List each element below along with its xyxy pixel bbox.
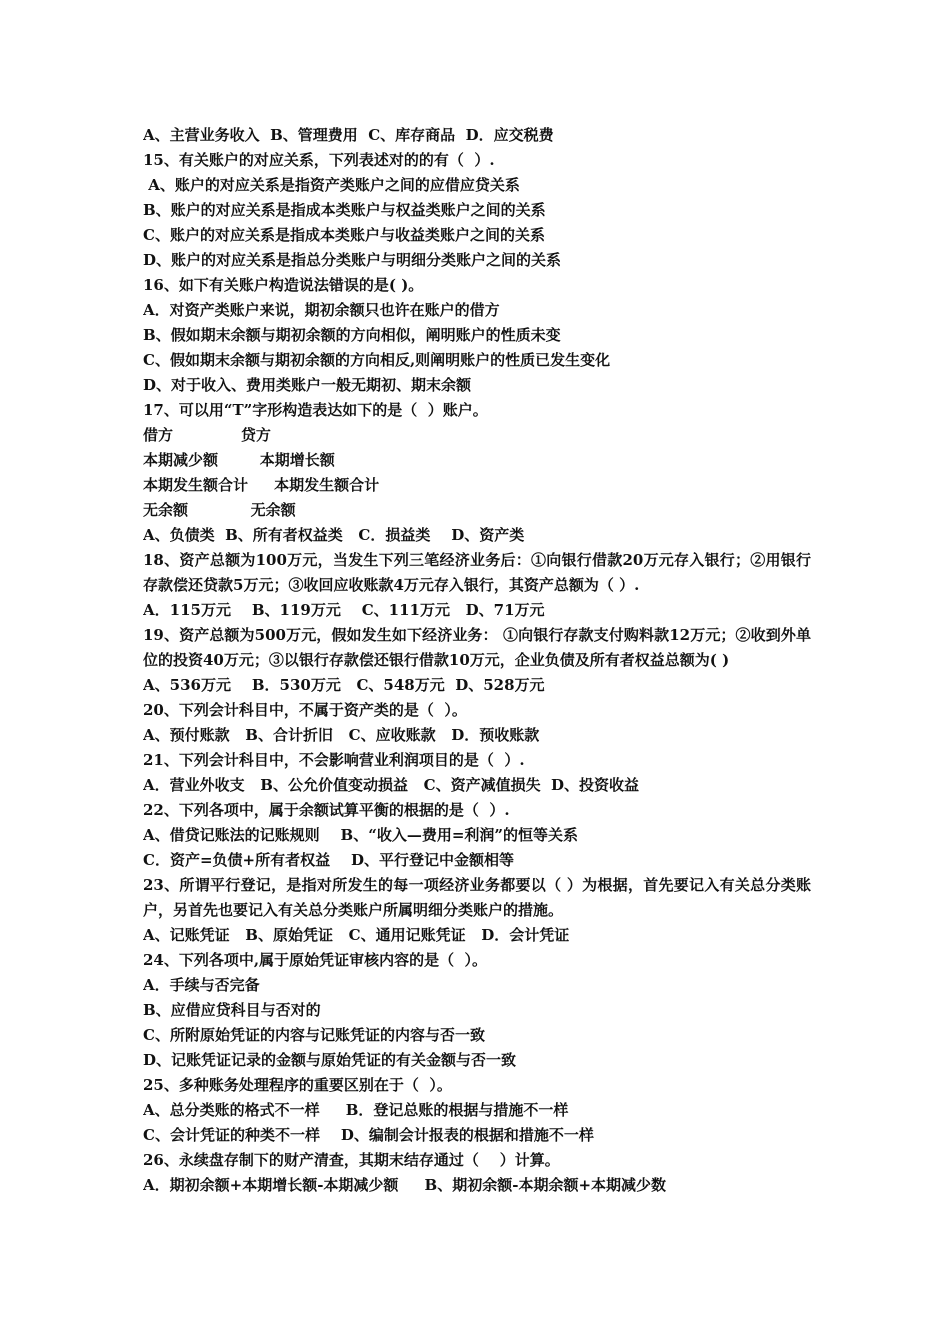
- question-18: 18、资产总额为100万元，当发生下列三笔经济业务后：①向银行借款20万元存入银行；②用银行存款偿还贷款5万元；③收回应收账款4万元存入银行，其资产总额为（ ）.: [143, 551, 811, 594]
- question-23: 23、所谓平行登记，是指对所发生的每一项经济业务都要以（ ）为根据，首先要记入有关总分类账户，另首先也要记入有关总分类账户所属明细分类账户的措施。: [143, 876, 811, 919]
- text-line: A、账户的对应关系是指资产类账户之间的应借应贷关系: [143, 176, 520, 194]
- question-17: 17、可以用“T”字形构造表达如下的是（ ）账户。: [143, 401, 488, 419]
- text-line: A、负债类 B、所有者权益类 C．损益类 D、资产类: [143, 526, 525, 544]
- text-line: A．115万元 B、119万元 C、111万元 D、71万元: [143, 601, 545, 619]
- text-line: B、账户的对应关系是指成本类账户与权益类账户之间的关系: [143, 201, 546, 219]
- text-line: A、536万元 B．530万元 C、548万元 D、528万元: [143, 676, 545, 694]
- text-line: C、所附原始凭证的内容与记账凭证的内容与否一致: [143, 1026, 485, 1044]
- question-16: 16、如下有关账户构造说法错误的是( )。: [143, 276, 424, 294]
- question-15: 15、有关账户的对应关系，下列表述对的的有（ ）.: [143, 151, 495, 169]
- text-line: A．营业外收支 B、公允价值变动损益 C、资产减值损失 D、投资收益: [143, 776, 640, 794]
- text-line: C．资产=负债+所有者权益 D、平行登记中金额相等: [143, 851, 514, 869]
- text-line: A、预付账款 B、合计折旧 C、应收账款 D．预收账款: [143, 726, 540, 744]
- text-line: 本期减少额 本期增长额: [143, 451, 335, 469]
- text-line: C、账户的对应关系是指成本类账户与收益类账户之间的关系: [143, 226, 545, 244]
- text-line: C、会计凭证的种类不一样 D、编制会计报表的根据和措施不一样: [143, 1126, 594, 1144]
- text-line: C、假如期末余额与期初余额的方向相反,则阐明账户的性质已发生变化: [143, 351, 611, 369]
- text-line: D、对于收入、费用类账户一般无期初、期末余额: [143, 376, 472, 394]
- text-line: B、假如期末余额与期初余额的方向相似，阐明账户的性质未变: [143, 326, 561, 344]
- document-page: [143, 123, 811, 1198]
- text-line: A、借贷记账法的记账规则 B、“收入—费用=利润”的恒等关系: [143, 826, 579, 844]
- text-line: A．对资产类账户来说，期初余额只也许在账户的借方: [143, 301, 500, 319]
- question-26: 26、永续盘存制下的财产清查，其期末结存通过（ ）计算。: [143, 1151, 560, 1169]
- text-line: A、总分类账的格式不一样 B．登记总账的根据与措施不一样: [143, 1101, 569, 1119]
- question-21: 21、下列会计科目中，不会影响营业利润项目的是（ ）.: [143, 751, 525, 769]
- text-line: 无余额 无余额: [143, 501, 296, 519]
- text-line: 本期发生额合计 本期发生额合计: [143, 476, 380, 494]
- question-19: 19、资产总额为500万元，假如发生如下经济业务： ①向银行存款支付购料款12万元；②收到外单位的投资40万元；③以银行存款偿还银行借款10万元，企业负债及所有者权益总额为( ): [143, 626, 811, 669]
- text-line: D、记账凭证记录的金额与原始凭证的有关金额与否一致: [143, 1051, 517, 1069]
- text-line: B、应借应贷科目与否对的: [143, 1001, 321, 1019]
- text-line: A、主营业务收入 B、管理费用 C、库存商品 D．应交税费: [143, 126, 554, 144]
- question-20: 20、下列会计科目中，不属于资产类的是（ ）。: [143, 701, 467, 719]
- text-line: A．期初余额+本期增长额-本期减少额 B、期初余额-本期余额+本期减少数: [143, 1176, 667, 1194]
- text-line: D、账户的对应关系是指总分类账户与明细分类账户之间的关系: [143, 251, 562, 269]
- question-24: 24、下列各项中,属于原始凭证审核内容的是（ ）。: [143, 951, 488, 969]
- text-line: A．手续与否完备: [143, 976, 260, 994]
- question-25: 25、多种账务处理程序的重要区别在于（ ）。: [143, 1076, 452, 1094]
- text-line: A、记账凭证 B、原始凭证 C、通用记账凭证 D．会计凭证: [143, 926, 570, 944]
- text-line: 借方 贷方: [143, 426, 271, 444]
- question-22: 22、下列各项中，属于余额试算平衡的根据的是（ ）.: [143, 801, 510, 819]
